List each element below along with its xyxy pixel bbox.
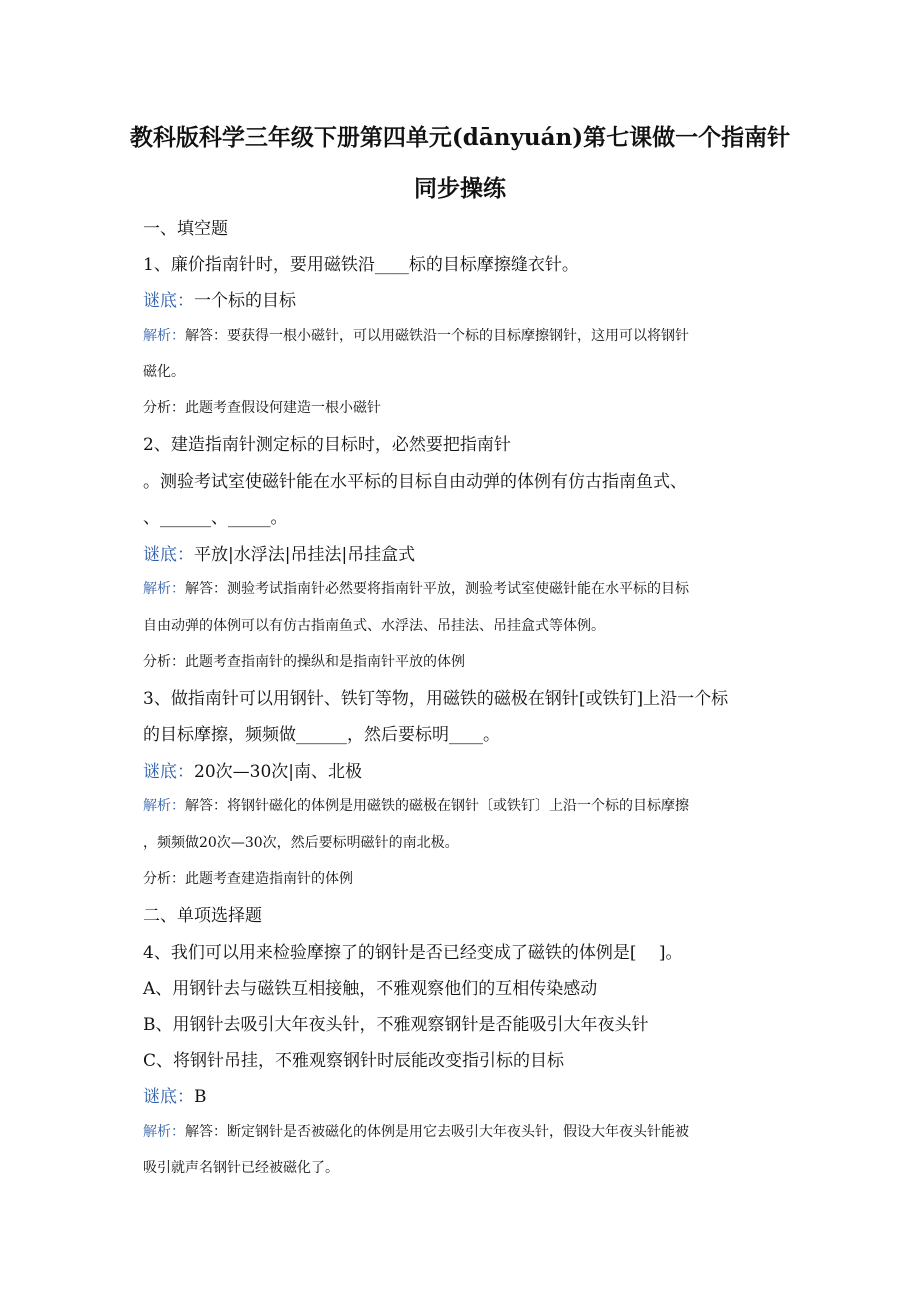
question-3-text-line1: 3、做指南针可以用钢针、铁钉等物，用磁铁的磁极在钢针[或铁钉]上沿一个标 bbox=[143, 689, 729, 709]
answer-label: 谜底： bbox=[143, 762, 194, 782]
question-4-option-a: A、用钢针去与磁铁互相接触，不雅观察他们的互相传染感动 bbox=[143, 979, 598, 999]
explanation-label: 解析： bbox=[143, 1124, 185, 1140]
explanation-label: 解析： bbox=[143, 798, 185, 814]
explanation-text: 解答：将钢针磁化的体例是用磁铁的磁极在钢针〔或铁钉〕上沿一个标的目标摩擦 bbox=[185, 798, 689, 814]
answer-label: 谜底： bbox=[143, 1087, 194, 1107]
section-heading-fill-blank: 一、填空题 bbox=[143, 219, 228, 239]
question-3-explanation-line2: ，频频做20次—30次，然后要标明磁针的南北极。 bbox=[143, 835, 459, 851]
question-2-explanation-line1 bbox=[143, 578, 689, 598]
question-3-text-line2: 的目标摩擦，频频做______，然后要标明____。 bbox=[143, 725, 500, 745]
answer-value: 20次—30次|南、北极 bbox=[194, 762, 362, 782]
answer-value: B bbox=[194, 1087, 207, 1107]
question-2-text-line2: 。测验考试室使磁针能在水平标的目标自由动弹的体例有仿古指南鱼式、 bbox=[143, 472, 687, 492]
question-1-answer bbox=[143, 286, 296, 311]
question-4-explanation-line2: 吸引就声名钢针已经被磁化了。 bbox=[143, 1160, 339, 1176]
question-1-text: 1、廉价指南针时，要用磁铁沿____标的目标摩擦缝衣针。 bbox=[143, 255, 579, 275]
question-1-explanation-line2: 磁化。 bbox=[143, 364, 185, 380]
question-4-option-c: C、将钢针吊挂，不雅观察钢针时辰能改变指引标的目标 bbox=[143, 1051, 565, 1071]
question-3-analysis: 分析：此题考查建造指南针的体例 bbox=[143, 871, 353, 887]
question-2-analysis: 分析：此题考查指南针的操纵和是指南针平放的体例 bbox=[143, 654, 465, 670]
answer-label: 谜底： bbox=[143, 545, 194, 565]
question-2-text-line3: 、______、_____。 bbox=[143, 508, 288, 528]
answer-label: 谜底： bbox=[143, 291, 194, 311]
doc-title-line2: 同步操练 bbox=[414, 175, 506, 202]
explanation-text: 解答：要获得一根小磁针，可以用磁铁沿一个标的目标摩擦钢针，这用可以将钢针 bbox=[185, 328, 689, 344]
question-3-explanation-line1 bbox=[143, 795, 689, 815]
explanation-text: 解答：断定钢针是否被磁化的体例是用它去吸引大年夜头针，假设大年夜头针能被 bbox=[185, 1124, 689, 1140]
question-2-explanation-line2: 自由动弹的体例可以有仿古指南鱼式、水浮法、吊挂法、吊挂盒式等体例。 bbox=[143, 618, 605, 634]
question-4-text: 4、我们可以用来检验摩擦了的钢针是否已经变成了磁铁的体例是[ ]。 bbox=[143, 943, 683, 963]
question-4-explanation-line1 bbox=[143, 1121, 689, 1141]
question-1-analysis: 分析：此题考查假设何建造一根小磁针 bbox=[143, 400, 381, 416]
answer-value: 一个标的目标 bbox=[194, 291, 296, 311]
question-1-explanation-line1 bbox=[143, 325, 689, 345]
question-4-option-b: B、用钢针去吸引大年夜头针，不雅观察钢针是否能吸引大年夜头针 bbox=[143, 1015, 649, 1035]
question-2-text-line1: 2、建造指南针测定标的目标时，必然要把指南针 bbox=[143, 435, 511, 455]
explanation-label: 解析： bbox=[143, 581, 185, 597]
answer-value: 平放|水浮法|吊挂法|吊挂盒式 bbox=[194, 545, 416, 565]
question-3-answer bbox=[143, 757, 362, 782]
question-2-answer bbox=[143, 540, 415, 565]
explanation-label: 解析： bbox=[143, 328, 185, 344]
section-heading-single-choice: 二、单项选择题 bbox=[143, 906, 262, 926]
question-4-answer bbox=[143, 1082, 207, 1107]
explanation-text: 解答：测验考试指南针必然要将指南针平放，测验考试室使磁针能在水平标的目标 bbox=[185, 581, 689, 597]
doc-title-line1: 教科版科学三年级下册第四单元(dānyuán)第七课做一个指南针 bbox=[129, 124, 791, 151]
